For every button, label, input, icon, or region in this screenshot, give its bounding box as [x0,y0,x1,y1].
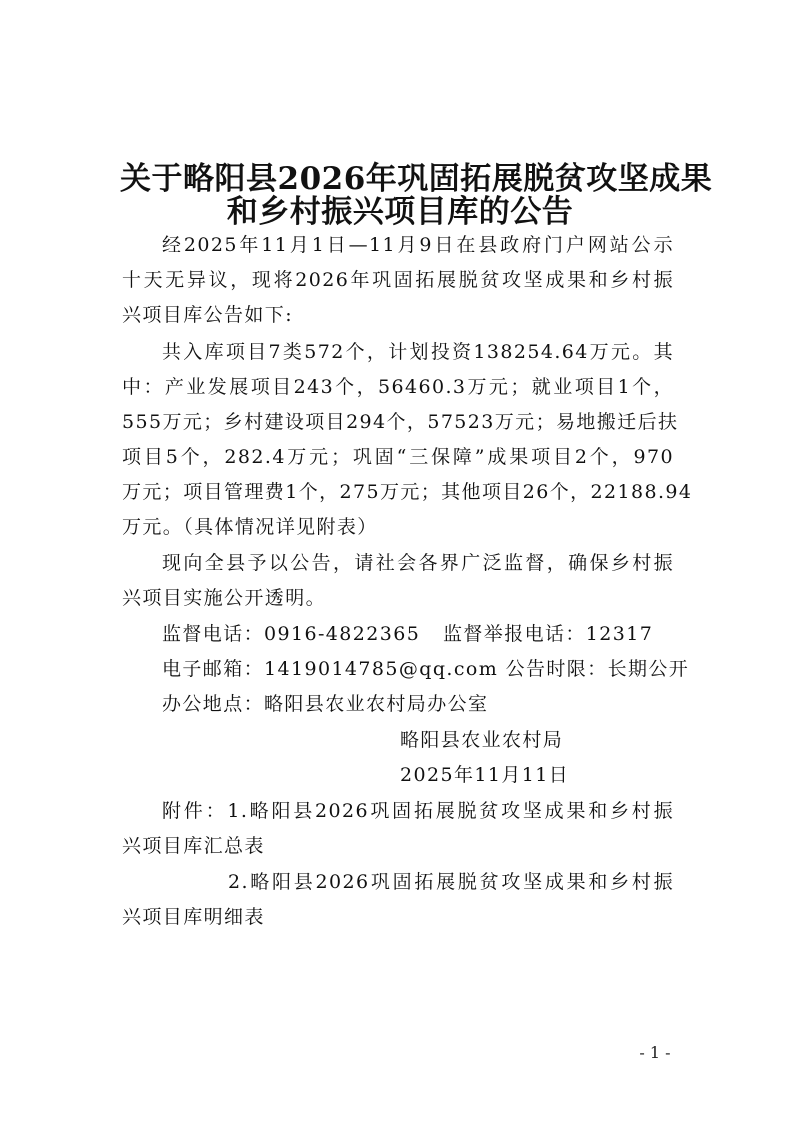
paragraph-2-line-5: 万元；项目管理费1个，275万元；其他项目26个，22188.94 [122,481,693,503]
paragraph-3-line-2: 兴项目实施公开透明。 [122,587,327,609]
paragraph-3-line-1: 现向全县予以公告，请社会各界广泛监督，确保乡村振 [162,552,674,574]
paragraph-2-line-4: 项目5个，282.4万元；巩固“三保障”成果项目2个，970 [122,446,674,468]
paragraph-1-line-3: 兴项目库公告如下: [122,304,294,326]
attachment-2-line-1: 2.略阳县2026巩固拓展脱贫攻坚成果和乡村振 [228,871,674,893]
paragraph-1-line-1: 经2025年11月1日—11月9日在县政府门户网站公示 [162,234,674,256]
paragraph-2-line-2: 中：产业发展项目243个，56460.3万元；就业项目1个， [122,376,674,398]
page-number: - 1 - [639,1043,671,1062]
notice-title-line-1: 关于略阳县2026年巩固拓展脱贫攻坚成果 [120,161,713,197]
attachment-1-line-1: 附件：1.略阳县2026巩固拓展脱贫攻坚成果和乡村振 [162,800,674,822]
paragraph-1-line-2: 十天无异议，现将2026年巩固拓展脱贫攻坚成果和乡村振 [122,269,674,291]
office-address: 办公地点：略阳县农业农村局办公室 [162,693,489,715]
attachment-1-line-2: 兴项目库汇总表 [122,835,265,857]
notice-title-line-2: 和乡村振兴项目库的公告 [226,194,574,230]
paragraph-2-line-3: 555万元；乡村建设项目294个，57523万元；易地搬迁后扶 [122,411,679,433]
supervision-phone: 监督电话：0916-4822365 [162,623,421,645]
attachment-2-line-2: 兴项目库明细表 [122,906,265,928]
email-and-period: 电子邮箱：1419014785@qq.com 公告时限：长期公开 [162,658,690,680]
paragraph-2-line-6: 万元。（具体情况详见附表） [122,516,378,538]
issue-date: 2025年11月11日 [400,764,570,786]
paragraph-2-line-1: 共入库项目7类572个，计划投资138254.64万元。其 [162,341,674,363]
issuing-organization: 略阳县农业农村局 [400,729,564,751]
report-phone: 监督举报电话：12317 [443,623,654,645]
